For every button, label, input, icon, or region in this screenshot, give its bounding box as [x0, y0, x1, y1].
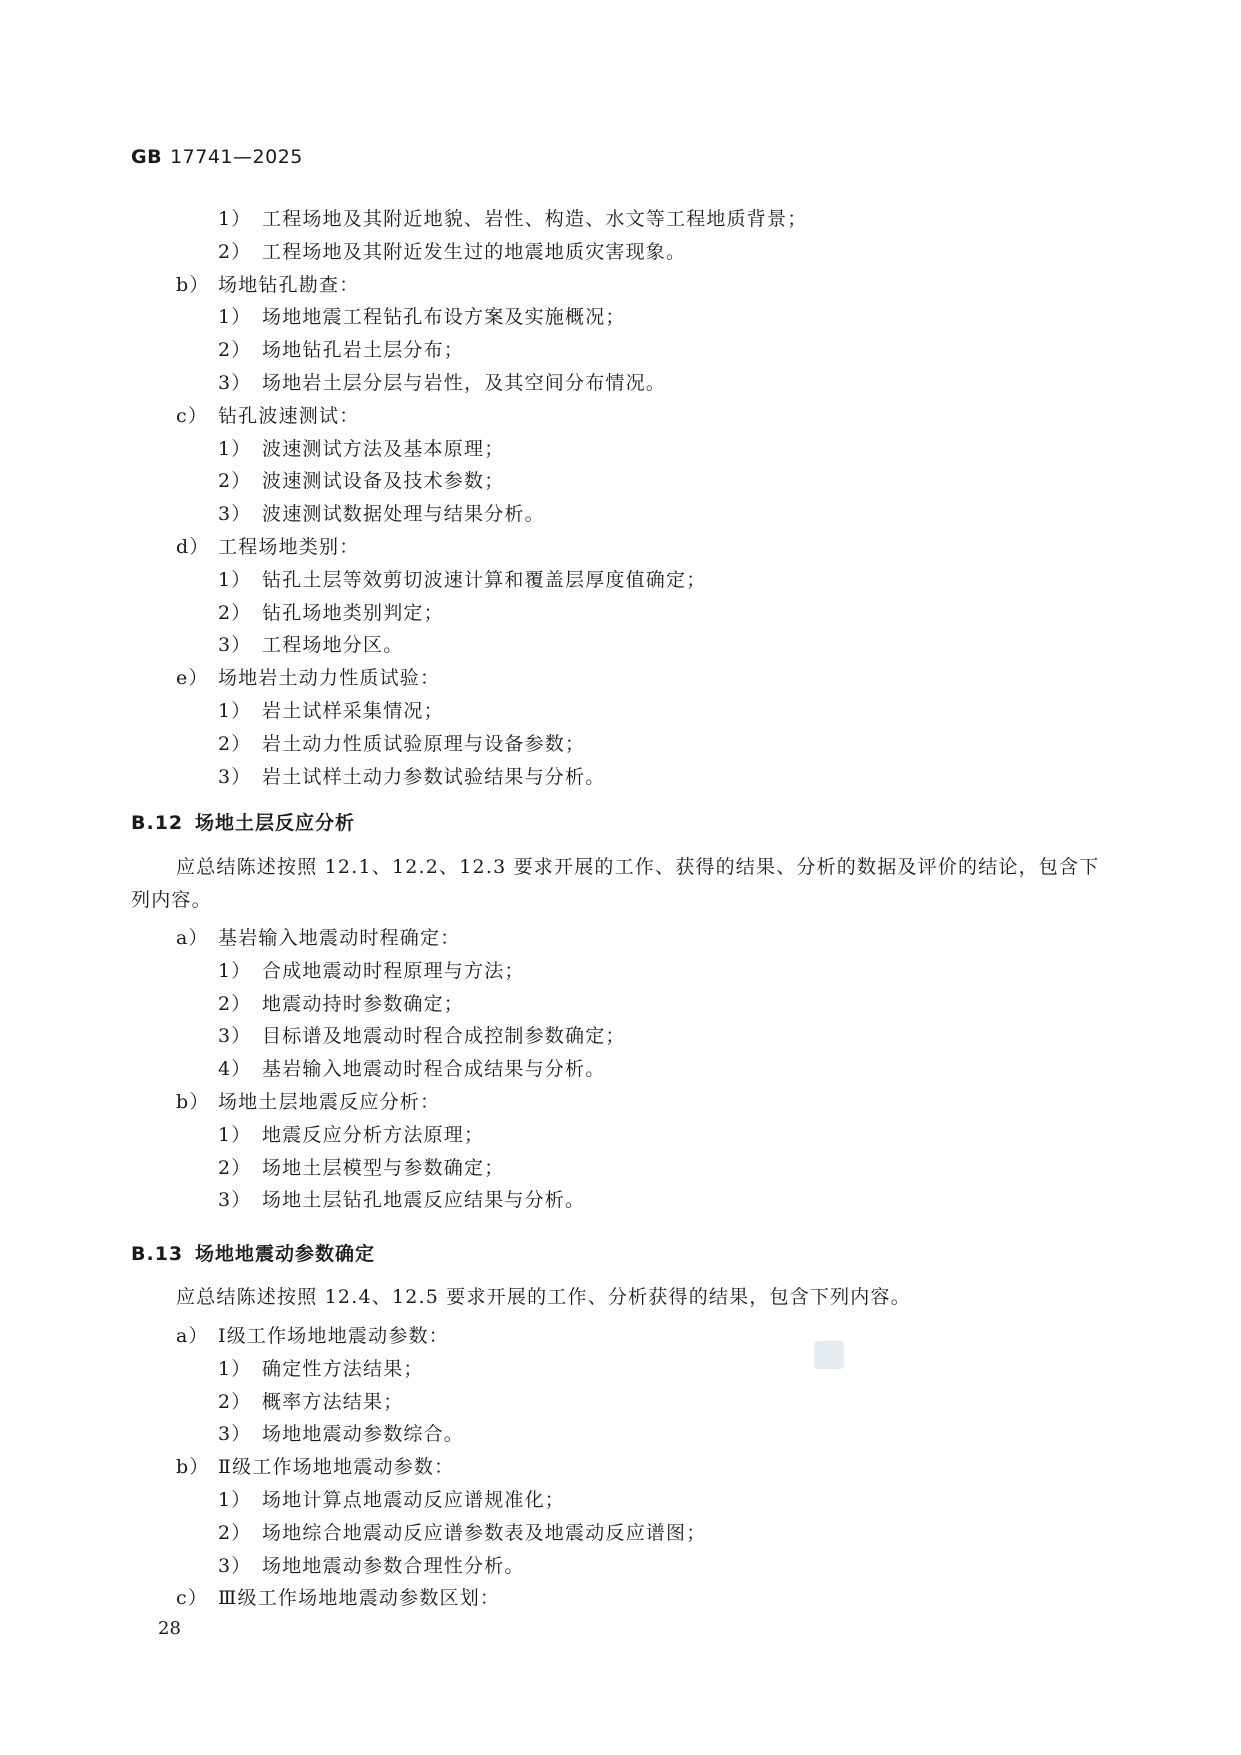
list-marker: 2） — [218, 1390, 252, 1413]
list-marker: 1） — [218, 568, 252, 591]
list-marker: b） — [176, 1091, 210, 1113]
list-marker: 2） — [218, 339, 252, 362]
list-marker: b） — [176, 273, 210, 296]
sub-list-item — [218, 762, 605, 789]
list-text: 钻孔场地类别判定； — [262, 601, 444, 624]
sub-list-item — [218, 1485, 565, 1512]
list-item — [176, 401, 359, 428]
list-marker: a） — [176, 1325, 209, 1347]
list-text: Ⅱ级工作场地地震动参数： — [218, 1456, 455, 1479]
sub-list-item — [218, 434, 504, 461]
sub-list-item — [218, 1185, 585, 1212]
list-marker: e） — [176, 667, 209, 690]
section-number: B.12 — [131, 812, 184, 834]
list-marker: 2） — [218, 732, 252, 755]
list-marker: 1） — [218, 208, 252, 230]
sub-list-item — [218, 204, 807, 231]
sub-list-item — [218, 1387, 403, 1414]
list-marker: 1） — [218, 700, 252, 722]
sub-list-item — [218, 237, 686, 264]
standard-code: GB — [131, 146, 163, 168]
sub-list-item — [218, 302, 626, 329]
sub-list-item — [218, 499, 545, 526]
section-heading-b12 — [131, 808, 355, 835]
list-text: 工程场地及其附近地貌、岩性、构造、水文等工程地质背景； — [262, 208, 808, 230]
section-b12-intro-line2: 列内容。 — [131, 889, 212, 911]
list-marker: 1） — [218, 306, 252, 329]
list-marker: 2） — [218, 601, 252, 624]
list-item — [176, 1087, 440, 1114]
section-title: 场地土层反应分析 — [195, 812, 356, 834]
section-number: B.13 — [131, 1243, 184, 1265]
list-marker: 3） — [218, 372, 252, 394]
list-text: 工程场地类别： — [218, 536, 360, 558]
list-text: 场地计算点地震动反应谱规准化； — [262, 1489, 566, 1511]
list-text: 工程场地分区。 — [262, 634, 404, 657]
list-text: 基岩输入地震动时程确定： — [218, 927, 461, 949]
list-marker: 3） — [218, 1189, 252, 1212]
standard-header — [131, 146, 303, 168]
list-item — [176, 1452, 454, 1479]
list-text: 概率方法结果； — [262, 1390, 404, 1413]
list-text: 场地综合地震动反应谱参数表及地震动反应谱图； — [262, 1521, 707, 1544]
list-marker: 3） — [218, 503, 252, 526]
list-marker: 1） — [218, 959, 252, 982]
list-text: 场地地震动参数综合。 — [262, 1423, 465, 1446]
list-text: 合成地震动时程原理与方法； — [262, 959, 525, 982]
list-marker: a） — [176, 927, 209, 949]
section-heading-b13 — [131, 1239, 375, 1266]
list-text: Ⅲ级工作场地地震动参数区划： — [218, 1587, 501, 1610]
list-marker: 3） — [218, 634, 252, 657]
list-text: 场地土层钻孔地震反应结果与分析。 — [262, 1189, 586, 1212]
sub-list-item — [218, 1551, 525, 1578]
list-marker: 3） — [218, 1554, 252, 1577]
list-text: 场地土层模型与参数确定； — [262, 1156, 505, 1179]
list-item — [176, 663, 440, 690]
sub-list-item — [218, 1419, 464, 1446]
list-item — [176, 1583, 500, 1610]
list-text: 场地岩土动力性质试验： — [218, 667, 441, 690]
list-text: 确定性方法结果； — [262, 1357, 424, 1380]
section-b12-intro-line1: 应总结陈述按照 12.1、12.2、12.3 要求开展的工作、获得的结果、分析的数据及评价的结论，包含下 — [176, 856, 1100, 878]
sub-list-item — [218, 368, 666, 395]
list-text: 工程场地及其附近发生过的地震地质灾害现象。 — [262, 240, 687, 263]
list-marker: d） — [176, 536, 210, 558]
list-marker: 1） — [218, 437, 252, 460]
list-text: 场地钻孔勘查： — [218, 273, 360, 296]
list-item — [176, 923, 460, 950]
sub-list-item — [218, 1054, 605, 1081]
list-marker: 1） — [218, 1489, 252, 1511]
section-title: 场地地震动参数确定 — [195, 1243, 376, 1265]
list-marker: 1） — [218, 1123, 252, 1146]
list-marker: 2） — [218, 1521, 252, 1544]
page-number: 28 — [158, 1618, 181, 1639]
list-marker: 2） — [218, 1156, 252, 1179]
sub-list-item — [218, 729, 585, 756]
sub-list-item — [218, 989, 464, 1016]
list-marker: c） — [176, 404, 209, 427]
list-marker: 3） — [218, 765, 252, 788]
sub-list-item — [218, 1518, 706, 1545]
list-text: 场地岩土层分层与岩性，及其空间分布情况。 — [262, 372, 667, 394]
list-text: 钻孔土层等效剪切波速计算和覆盖层厚度值确定； — [262, 568, 707, 591]
list-text: 地震动持时参数确定； — [262, 992, 465, 1015]
sac-watermark-logo — [814, 1341, 844, 1369]
sub-list-item — [218, 1021, 626, 1048]
list-item — [176, 532, 359, 559]
list-text: 岩土试样土动力参数试验结果与分析。 — [262, 765, 606, 788]
list-marker: 2） — [218, 240, 252, 263]
list-marker: 2） — [218, 992, 252, 1015]
list-text: 波速测试方法及基本原理； — [262, 437, 505, 460]
standard-number: 17741—2025 — [170, 146, 303, 168]
list-marker: 3） — [218, 1025, 252, 1048]
sub-list-item — [218, 956, 525, 983]
sub-list-item — [218, 1120, 484, 1147]
sub-list-item — [218, 1153, 504, 1180]
list-marker: 4） — [218, 1058, 252, 1081]
list-text: 波速测试数据处理与结果分析。 — [262, 503, 545, 526]
sub-list-item — [218, 696, 444, 723]
list-text: 波速测试设备及技术参数； — [262, 470, 505, 493]
sub-list-item — [218, 565, 706, 592]
list-marker: 2） — [218, 470, 252, 493]
list-text: 目标谱及地震动时程合成控制参数确定； — [262, 1025, 626, 1048]
section-b13-intro-line1: 应总结陈述按照 12.4、12.5 要求开展的工作、分析获得的结果，包含下列内容。 — [176, 1286, 911, 1308]
list-text: 岩土试样采集情况； — [262, 700, 444, 722]
list-text: 地震反应分析方法原理； — [262, 1123, 485, 1146]
sub-list-item — [218, 466, 504, 493]
list-marker: b） — [176, 1456, 210, 1479]
list-text: 场地地震动参数合理性分析。 — [262, 1554, 525, 1577]
list-text: 岩土动力性质试验原理与设备参数； — [262, 732, 586, 755]
list-marker: c） — [176, 1587, 209, 1610]
list-text: 钻孔波速测试： — [218, 404, 360, 427]
list-text: 场地钻孔岩土层分布； — [262, 339, 465, 362]
list-item — [176, 1321, 449, 1348]
list-item — [176, 270, 359, 297]
sub-list-item — [218, 630, 403, 657]
list-text: 场地土层地震反应分析： — [218, 1091, 441, 1113]
sub-list-item — [218, 598, 444, 625]
sub-list-item — [218, 335, 464, 362]
list-text: 基岩输入地震动时程合成结果与分析。 — [262, 1058, 606, 1081]
list-text: 场地地震工程钻孔布设方案及实施概况； — [262, 306, 626, 329]
sub-list-item — [218, 1354, 424, 1381]
list-marker: 3） — [218, 1423, 252, 1446]
list-text: Ⅰ级工作场地地震动参数： — [218, 1325, 449, 1347]
list-marker: 1） — [218, 1357, 252, 1380]
